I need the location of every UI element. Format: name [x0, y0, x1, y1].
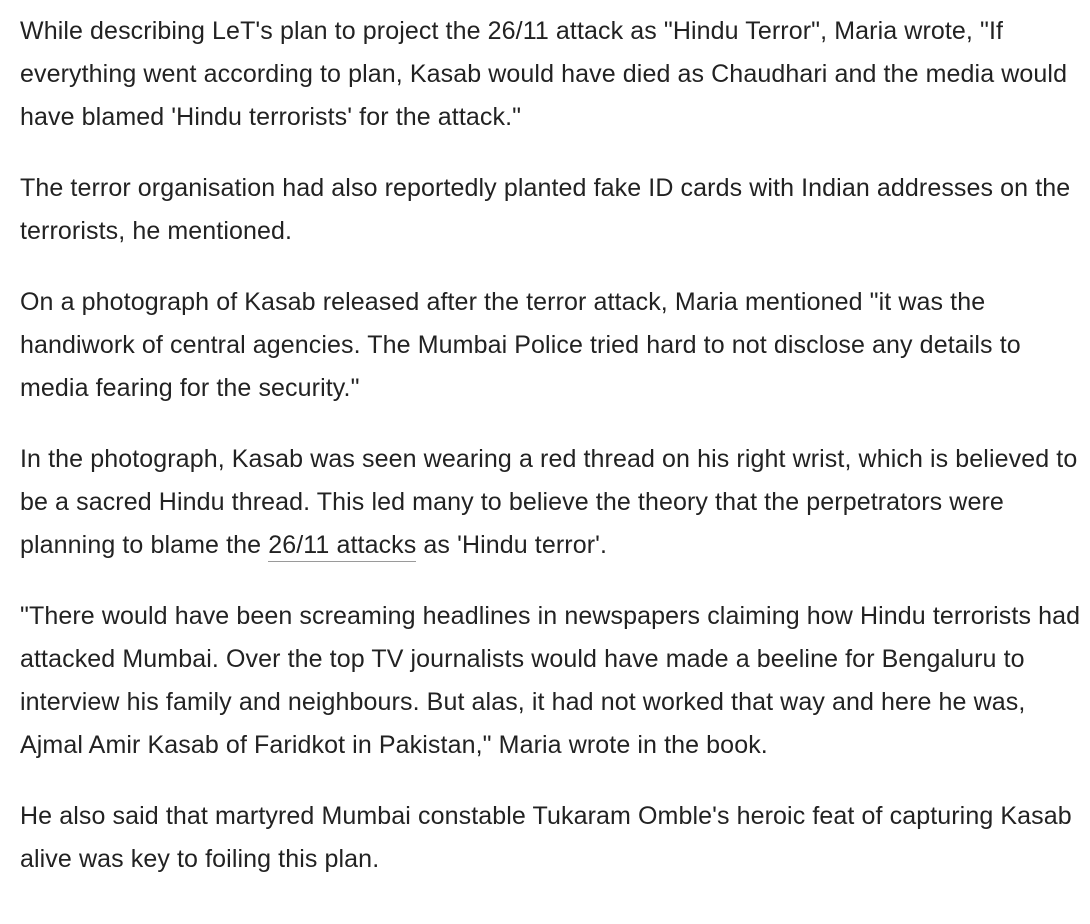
- paragraph-omble: He also said that martyred Mumbai constable Tukaram Omble's heroic feat of capturing Kasab alive was key to foiling this plan.: [20, 802, 1072, 873]
- paragraph-headlines-quote: "There would have been screaming headlines in newspapers claiming how Hindu terrorists had attacked Mumbai. Over the top TV journalists would have made a beeline for Bengaluru to interview his family and neighbours. But alas, it had not worked that way and here he was, Ajmal Amir Kasab of Faridkot in Pakistan," Maria wrote in the book.: [20, 602, 1081, 759]
- link-26-11-attacks[interactable]: 26/11 attacks: [268, 531, 416, 562]
- paragraph-red-thread-text-after: as 'Hindu terror'.: [416, 531, 608, 559]
- paragraph-red-thread: [20, 438, 1082, 567]
- paragraph-red-thread-text-before: In the photograph, Kasab was seen wearing a red thread on his right wrist, which is believed to be a sacred Hindu thread. This led many to believe the theory that the perpetrators were planning to blame the: [20, 445, 1078, 559]
- paragraph-kasab-photograph: On a photograph of Kasab released after the terror attack, Maria mentioned "it was the handiwork of central agencies. The Mumbai Police tried hard to not disclose any details to media fearing for the security.": [20, 288, 1021, 402]
- paragraph-fake-id-cards: The terror organisation had also reportedly planted fake ID cards with Indian addresses on the terrorists, he mentioned.: [20, 174, 1071, 245]
- paragraph-let-plan: While describing LeT's plan to project the 26/11 attack as "Hindu Terror", Maria wrote, "If everything went according to plan, Kasab would have died as Chaudhari and the media would have blamed 'Hindu terrorists' for the attack.": [20, 17, 1068, 131]
